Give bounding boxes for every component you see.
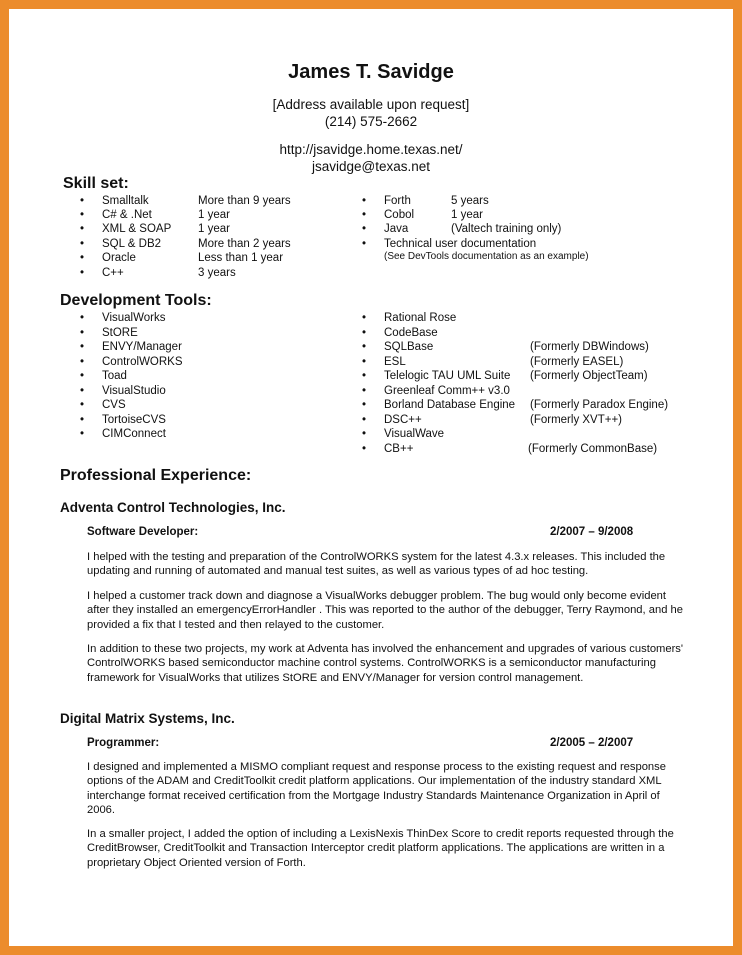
email-link[interactable]: jsavidge@texas.net <box>311 159 431 174</box>
website-link[interactable]: http://jsavidge.home.texas.net/ <box>279 142 463 157</box>
job-paragraph: In addition to these two projects, my work at Adventa has involved the enhancement and upgrades of various customers' ControlWORKS based semiconductor machine control systems. ControlWORKS is a semiconductor manufacturing framework for VisualWorks that utilizes StORE and ENVY/Manager for version control management. <box>87 643 684 684</box>
experience-heading: Professional Experience: <box>60 467 252 484</box>
job-paragraph: In a smaller project, I added the option of including a LexisNexis ThinDex Score to credit reports requested through the CreditBrowser, CreditToolkit and Transaction Interceptor credit platform applications. The applications are written in a proprietary Object Oriented version of Forth. <box>87 828 674 869</box>
dev-tools-heading: Development Tools: <box>60 292 212 309</box>
company-name: Adventa Control Technologies, Inc. <box>60 500 286 515</box>
documentation-note: (See DevTools documentation as an example) <box>384 251 589 262</box>
resume-name: James T. Savidge <box>288 61 454 83</box>
skill-set-heading: Skill set: <box>63 175 129 192</box>
job-paragraph: I designed and implemented a MISMO compliant request and response process to the existing request and response options of the ADAM and CreditToolkit credit platform applications. Our implementation of the industry standard XML interchange format received certification from the Mortgage Industry Standards Maintenance Organization in April of 2006. <box>87 761 666 817</box>
address-line: [Address available upon request] <box>272 97 470 112</box>
job-paragraph: I helped with the testing and preparation of the ControlWORKS system for the latest 4.3.x releases. This included the updating and running of automated and manual test suites, as well as various types of ad hoc testing. <box>87 551 666 578</box>
job-dates: 2/2007 – 9/2008 <box>550 526 634 538</box>
job-title: Programmer: <box>87 737 160 749</box>
job-title: Software Developer: <box>87 526 199 538</box>
company-name: Digital Matrix Systems, Inc. <box>60 711 235 726</box>
job-paragraph: I helped a customer track down and diagnose a VisualWorks debugger problem. The bug would only become evident after they installed an emergencyErrorHandler . This was reported to the author of the debugger, Terry Raymond, and he provided a fix that I tested and then relayed to the customer. <box>87 590 683 631</box>
phone-line: (214) 575-2662 <box>324 114 418 129</box>
job-dates: 2/2005 – 2/2007 <box>550 737 634 749</box>
